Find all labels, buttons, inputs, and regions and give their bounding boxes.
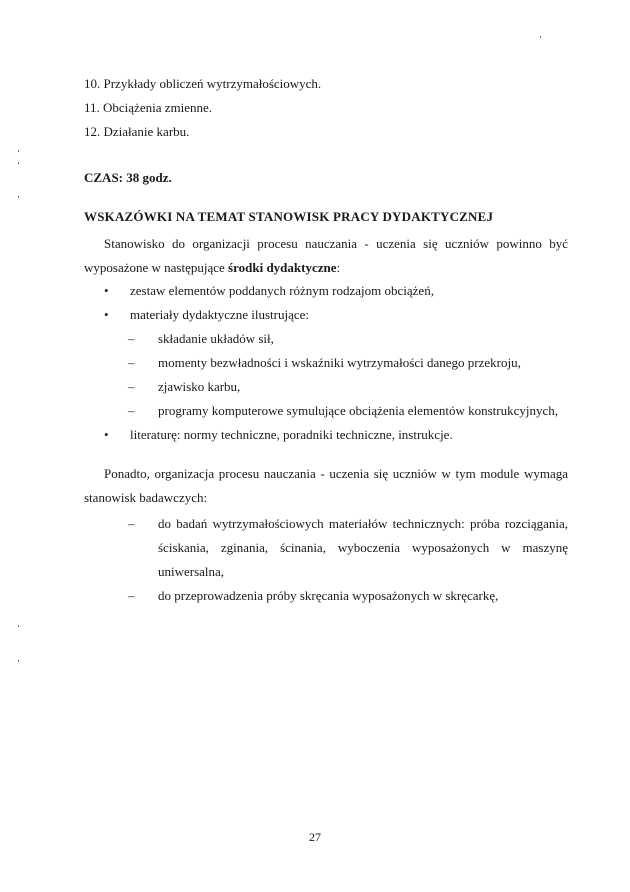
- time-allocation: CZAS: 38 godz.: [84, 170, 172, 185]
- dash-item-software: programy komputerowe symulujące obciążenia elementów konstrukcyjnych,: [158, 403, 558, 418]
- bullet-item-elements: zestaw elementów poddanych różnym rodzajom obciążeń,: [130, 283, 434, 298]
- paragraph-1-text: wyposażone w następujące: [84, 260, 229, 275]
- paragraph-1-colon: :: [336, 260, 341, 275]
- bullet-icon: •: [104, 427, 109, 442]
- dash-item-moments: momenty bezwładności i wskaźniki wytrzymałości danego przekroju,: [158, 355, 521, 370]
- bullet-icon: •: [104, 307, 109, 322]
- scan-speck: [18, 150, 19, 152]
- dash-icon: –: [128, 403, 135, 418]
- paragraph-2-line-2: stanowisk badawczych:: [84, 490, 208, 505]
- dash-item-forces: składanie układów sił,: [158, 331, 274, 346]
- dash-item-notch: zjawisko karbu,: [158, 379, 241, 394]
- dash-icon: –: [128, 331, 135, 346]
- paragraph-1-line-1: Stanowisko do organizacji procesu nauczania - uczenia się uczniów powinno być: [104, 236, 568, 251]
- lab-item-torsion: do przeprowadzenia próby skręcania wyposażonych w skręcarkę,: [158, 588, 499, 603]
- lab-item-strength-line-1: do badań wytrzymałościowych materiałów technicznych: próba rozciągania,: [158, 516, 568, 531]
- page-number: 27: [309, 830, 321, 844]
- lab-item-strength-line-2: ściskania, zginania, ścinania, wyboczenia wyposażonych w maszynę: [158, 540, 568, 555]
- dash-icon: –: [128, 588, 135, 603]
- bullet-item-literature: literaturę: normy techniczne, poradniki techniczne, instrukcje.: [130, 427, 453, 442]
- section-heading: WSKAZÓWKI NA TEMAT STANOWISK PRACY DYDAKTYCZNEJ: [84, 209, 494, 224]
- lab-item-strength-line-3: uniwersalna,: [158, 564, 225, 579]
- dash-icon: –: [128, 379, 135, 394]
- list-item-11: 11. Obciążenia zmienne.: [84, 100, 213, 115]
- scan-speck: [18, 196, 19, 198]
- dash-icon: –: [128, 355, 135, 370]
- teaching-aids-emphasis: środki dydaktyczne: [228, 260, 337, 275]
- dash-icon: –: [128, 516, 135, 531]
- paragraph-1-line-2: [84, 260, 340, 276]
- bullet-item-materials: materiały dydaktyczne ilustrujące:: [130, 307, 310, 322]
- scan-speck: [540, 36, 541, 38]
- scan-speck: [18, 162, 19, 164]
- list-item-12: 12. Działanie karbu.: [84, 124, 190, 139]
- scan-speck: [18, 660, 19, 662]
- paragraph-2-line-1: Ponadto, organizacja procesu nauczania - uczenia się uczniów w tym module wymaga: [104, 466, 568, 481]
- list-item-10: 10. Przykłady obliczeń wytrzymałościowych.: [84, 76, 322, 91]
- scan-speck: [18, 625, 19, 627]
- bullet-icon: •: [104, 283, 109, 298]
